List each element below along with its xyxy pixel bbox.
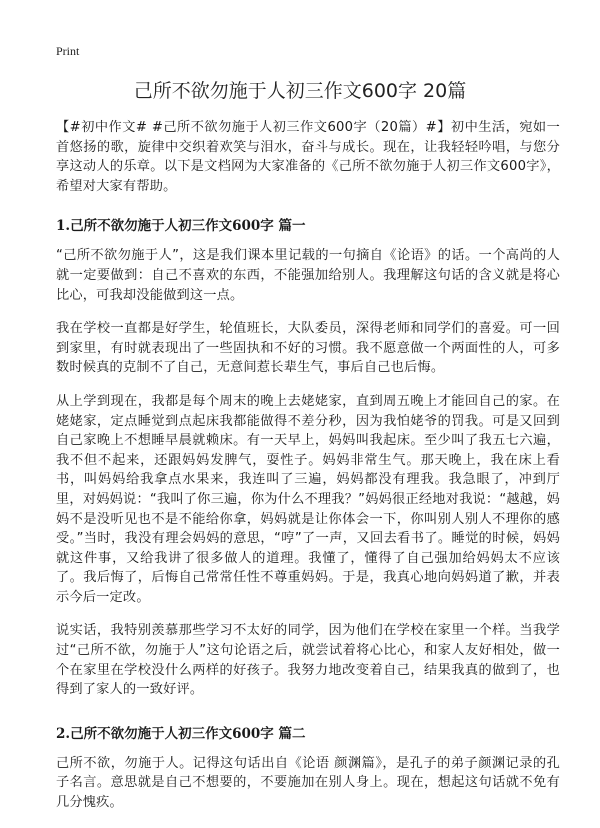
page-title: 己所不欲勿施于人初三作文600字 20篇 (133, 80, 467, 102)
intro-paragraph: 【#初中作文# #己所不欲勿施于人初三作文600字（20篇）#】初中生活，宛如一首悠扬的歌，旋律中交织着欢笑与泪水，奋斗与成长。现在，让我轻轻吟唱，与您分享这动人的乐章。以下是文档网为大家准备的《己所不欲勿施于人初三作文600字》，希望对大家有帮助。 (56, 120, 560, 194)
section-heading-2: 2.己所不欲勿施于人初三作文600字 篇二 (56, 725, 306, 742)
section-1-paragraph-1: “己所不欲勿施于人”，这是我们课本里记载的一句摘自《论语》的话。一个高尚的人就一定要做到：自己不喜欢的东西，不能强加给别人。我理解这句话的含义就是将心比心，可我却没能做到这一点。 (56, 248, 560, 303)
section-heading-1: 1.己所不欲勿施于人初三作文600字 篇一 (56, 218, 306, 235)
print-link[interactable]: Print (56, 44, 80, 58)
section-1-paragraph-3: 从上学到现在，我都是每个周末的晚上去姥姥家，直到周五晚上才能回自己的家。在姥姥家，定点睡觉到点起床我都能做得不差分秒，因为我怕姥爷的罚我。可是又回到自己家晚上不想睡早晨就赖床。有一天早上，妈妈叫我起床。至少叫了我五七六遍，我不但不起来，还跟妈妈发脾气，耍性子。妈妈非常生气。那天晚上，我在床上看书，叫妈妈给我拿点水果来，我连叫了三遍，妈妈都没有理我。我急眼了，冲到厅里，对妈妈说：“我叫了你三遍，你为什么不理我？”妈妈很正经地对我说：“越越，妈妈不是没听见也不是不能给你拿，妈妈就是让你体会一下，你叫别人别人不理你的感受。”当时，我没有理会妈妈的意思，“哼”了一声，又回去看书了。睡觉的时候，妈妈就这件事，又给我讲了很多做人的道理。我懂了，懂得了自己强加给妈妈太不应该了。我后悔了，后悔自己常常任性不尊重妈妈。于是，我真心地向妈妈道了歉，并表示今后一定改。 (56, 393, 560, 605)
section-2-paragraph-1: 己所不欲，勿施于人。记得这句话出自《论语 颜渊篇》，是孔子的弟子颜渊记录的孔子名言。意思就是自己不想要的，不要施加在别人身上。现在，想起这句话就不免有几分愧疚。 (56, 755, 560, 811)
section-1-paragraph-4: 说实话，我特别羡慕那些学习不太好的同学，因为他们在学校在家里一个样。当我学过“己所不欲，勿施于人”这句论语之后，就尝试着将心比心，和家人友好相处，做一个在家里在学校没什么两样的好孩子。我努力地改变着自己，结果我真的做到了，也得到了家人的一致好评。 (56, 623, 560, 698)
section-1-paragraph-2: 我在学校一直都是好学生，轮值班长，大队委员，深得老师和同学们的喜爱。可一回到家里，有时就表现出了一些固执和不好的习惯。我不愿意做一个两面性的人，可多数时候真的克制不了自己，无意间惹长辈生气，事后自己也后悔。 (56, 321, 560, 376)
article-body (56, 118, 560, 827)
